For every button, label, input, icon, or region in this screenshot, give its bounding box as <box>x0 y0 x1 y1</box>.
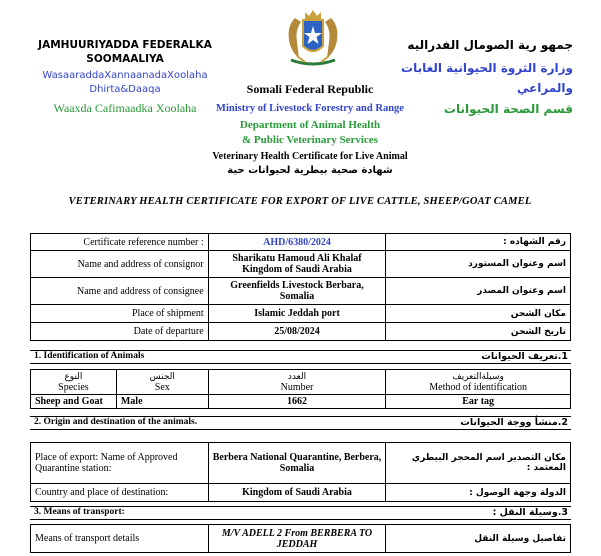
sex-header: الجنس Sex <box>116 370 208 395</box>
details-table <box>30 233 571 341</box>
detail-label-arabic: تاريخ الشحن <box>386 323 571 341</box>
identification-data-row <box>31 395 571 409</box>
number-value: 1662 <box>208 395 386 409</box>
detail-label-arabic: اسم وعنوان المصدر <box>386 278 571 305</box>
somali-republic-name: JAMHUURIYADDA FEDERALKA SOOMAALIYA <box>38 39 212 65</box>
certificate-subtitle-arabic: شهادة صحية بيطرية لحيوانات حية <box>227 165 393 176</box>
export-place-label-arabic: مكان التصدير اسم المحجر البيطري المعتمد : <box>386 443 571 484</box>
departure-date-value: 25/08/2024 <box>208 323 386 341</box>
detail-label: Date of departure <box>31 323 209 341</box>
somali-department-name: Waaxda Cafimaadka Xoolaha <box>53 101 197 115</box>
section-title-arabic: 1.تعريف الحيوانات <box>481 351 568 362</box>
destination-label-arabic: الدولة وجهة الوصول : <box>386 484 571 502</box>
transport-label-arabic: تفاصيل وسيلة النقل <box>386 525 571 553</box>
detail-label: Certificate reference number : <box>31 234 209 251</box>
detail-label-arabic: مكان الشحن <box>386 305 571 323</box>
origin-table <box>30 442 571 502</box>
transport-label: Means of transport details <box>31 525 209 553</box>
department-line1: Department of Animal Health <box>239 119 381 131</box>
destination-value: Kingdom of Saudi Arabia <box>208 484 386 502</box>
transport-row <box>31 525 571 553</box>
certificate-reference-value: AHD/6380/2024 <box>208 234 386 251</box>
destination-label: Country and place of destination: <box>31 484 209 502</box>
method-header: وسيلةالتعريف Method of identification <box>386 370 571 395</box>
detail-row <box>31 234 571 251</box>
origin-row <box>31 484 571 502</box>
section-title: 3. Means of transport: <box>34 507 125 517</box>
detail-row <box>31 323 571 341</box>
consignor-value: Sharikatu Hamoud Ali Khalaf Kingdom of Saudi Arabia <box>208 251 386 278</box>
export-place-value: Berbera National Quarantine, Berbera, Somalia <box>208 443 386 484</box>
arabic-republic-name: جمهو رية الصومال الفدراليه <box>407 38 573 52</box>
consignee-value: Greenfields Livestock Berbara, Somalia <box>208 278 386 305</box>
republic-name: Somali Federal Republic <box>246 82 374 96</box>
section-origin-header <box>30 416 571 430</box>
arabic-department-name: قسم الصحة الحيوانات <box>443 102 573 116</box>
export-place-label: Place of export: Name of Approved Quarantine station: <box>31 443 209 484</box>
identification-table <box>30 369 571 409</box>
document-title: VETERINARY HEALTH CERTIFICATE FOR EXPORT OF LIVE CATTLE, SHEEP/GOAT CAMEL <box>68 196 532 207</box>
transport-value: M/V ADELL 2 From BERBERA TO JEDDAH <box>208 525 386 553</box>
detail-row <box>31 278 571 305</box>
shipment-place-value: Islamic Jeddah port <box>208 305 386 323</box>
detail-label: Name and address of consignor <box>31 251 209 278</box>
transport-table <box>30 524 571 553</box>
method-value: Ear tag <box>386 395 571 409</box>
origin-row <box>31 443 571 484</box>
section-title: 2. Origin and destination of the animals. <box>34 417 198 427</box>
identification-header-row <box>31 370 571 395</box>
section-transport-header <box>30 506 571 520</box>
coat-of-arms-icon <box>275 6 351 70</box>
number-header: العدد Number <box>208 370 386 395</box>
department-line2: & Public Veterinary Services <box>242 134 378 146</box>
detail-label: Name and address of consignee <box>31 278 209 305</box>
detail-row <box>31 305 571 323</box>
detail-label-arabic: اسم وعنوان المستورد <box>386 251 571 278</box>
arabic-ministry-name: وزارة الثروة الحيوانية الغابات والمراعي <box>401 61 573 95</box>
species-header: النوع Species <box>31 370 117 395</box>
section-title-arabic: 3.وسيلة النقل : <box>492 507 568 518</box>
section-title: 1. Identification of Animals <box>34 351 145 361</box>
species-value: Sheep and Goat <box>31 395 117 409</box>
ministry-name: Ministry of Livestock Forestry and Range <box>216 103 404 114</box>
certificate-subtitle: Veterinary Health Certificate for Live Animal <box>212 151 408 162</box>
header-english <box>180 82 440 176</box>
detail-row <box>31 251 571 278</box>
section-title-arabic: 2.منشأ ووجة الحيوانات <box>460 417 568 428</box>
somali-ministry-name: WasaaraddaXannaanadaXoolaha Dhirta&Daaqa <box>42 70 208 95</box>
sex-value: Male <box>116 395 208 409</box>
detail-label-arabic: رقم الشهاده : <box>386 234 571 251</box>
detail-label: Place of shipment <box>31 305 209 323</box>
section-identification-header <box>30 350 571 364</box>
